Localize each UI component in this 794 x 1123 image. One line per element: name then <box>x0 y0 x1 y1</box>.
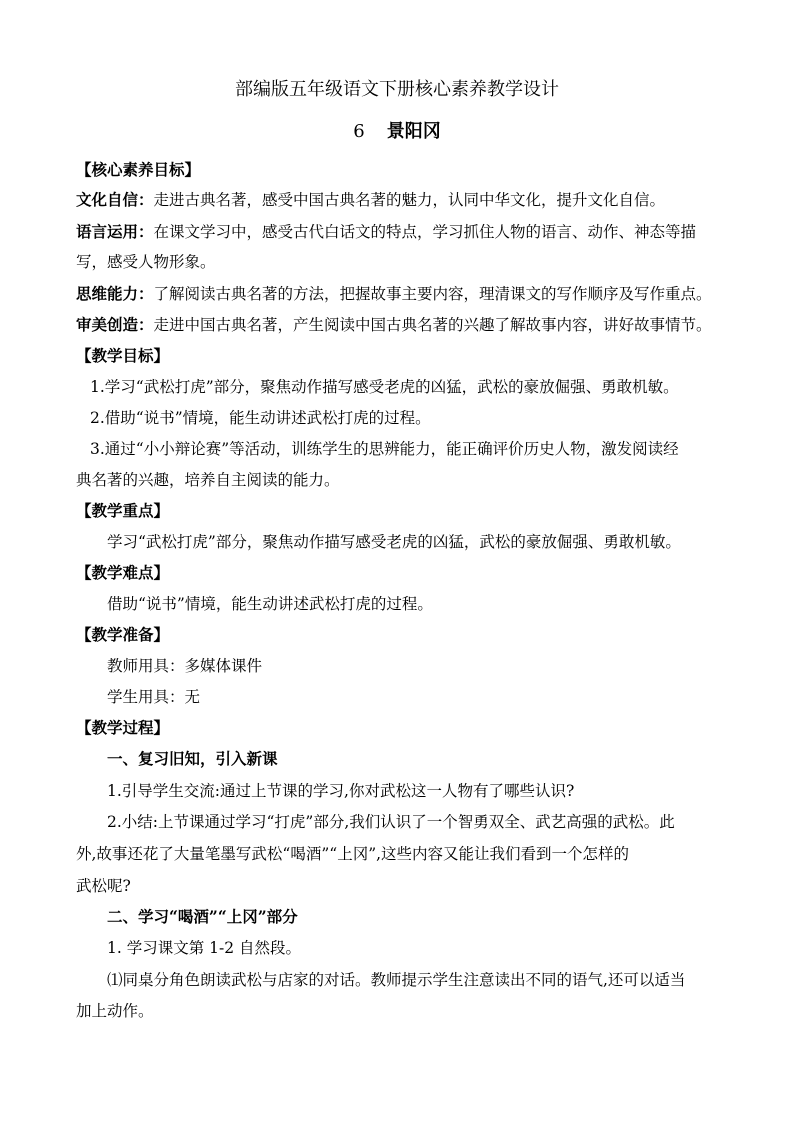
process-heading: 【教学过程】 <box>76 718 170 737</box>
core-goal-language <box>76 222 726 242</box>
teaching-goal-3-cont: 典名著的兴趣，培养自主阅读的能力。 <box>76 471 340 489</box>
teaching-goals-heading: 【教学目标】 <box>76 346 170 365</box>
document-title: 部编版五年级语文下册核心素养教学设计 <box>235 79 559 100</box>
difficult-points-text: 借助“说书”情境，能生动讲述武松打虎的过程。 <box>107 595 433 613</box>
core-goal-aesthetic <box>76 315 726 335</box>
section2-sub1-cont: 加上动作。 <box>76 1002 154 1020</box>
difficult-points-heading: 【教学难点】 <box>76 563 170 582</box>
core-goal-text: 在课文学习中，感受古代白话文的特点，学习抓住人物的语言、动作、神态等描 <box>153 223 697 241</box>
teaching-goal-1: 1.学习“武松打虎”部分，聚焦动作描写感受老虎的凶猛，武松的豪放倔强、勇敢机敏。 <box>90 378 679 396</box>
core-goal-label: 思维能力： <box>76 284 154 303</box>
section1-item2-cont: 外,故事还花了大量笔墨写武松“喝酒”“上冈”,这些内容又能让我们看到一个怎样的 <box>76 845 630 863</box>
lesson-name: 景阳冈 <box>386 121 441 142</box>
teaching-goal-2: 2.借助“说书”情境，能生动讲述武松打虎的过程。 <box>90 409 431 427</box>
preparation-heading: 【教学准备】 <box>76 625 170 644</box>
core-goal-label: 语言运用： <box>76 222 154 241</box>
section2-sub1: ⑴同桌分角色朗读武松与店家的对话。教师提示学生注意读出不同的语气,还可以适当 <box>107 971 686 989</box>
lesson-title <box>0 120 794 144</box>
section1-item2: 2.小结:上节课通过学习“打虎”部分,我们认识了一个智勇双全、武艺高强的武松。此 <box>107 813 675 831</box>
key-points-heading: 【教学重点】 <box>76 501 170 520</box>
preparation-teacher: 教师用具：多媒体课件 <box>107 657 263 675</box>
core-goal-language-cont: 写，感受人物形象。 <box>76 253 216 271</box>
core-goal-label: 审美创造： <box>76 315 154 334</box>
core-goal-culture <box>76 190 726 210</box>
lesson-number: 6 <box>353 121 365 142</box>
core-goal-text: 走进中国古典名著，产生阅读中国古典名著的兴趣了解故事内容，讲好故事情节。 <box>153 316 712 334</box>
section2-item1: 1. 学习课文第 1-2 自然段。 <box>107 939 302 957</box>
core-goal-label: 文化自信： <box>76 190 154 209</box>
section2-heading: 二、学习“喝酒”“上冈”部分 <box>107 907 298 926</box>
section1-heading: 一、复习旧知，引入新课 <box>107 749 278 768</box>
core-goal-text: 了解阅读古典名著的方法，把握故事主要内容，理清课文的写作顺序及写作重点。 <box>153 285 712 303</box>
key-points-text: 学习“武松打虎”部分，聚焦动作描写感受老虎的凶猛，武松的豪放倔强、勇敢机敏。 <box>107 533 681 551</box>
core-goal-thinking <box>76 284 726 304</box>
teaching-goal-3: 3.通过“小小辩论赛”等活动，训练学生的思辨能力，能正确评价历史人物，激发阅读经 <box>90 440 679 458</box>
section1-item1: 1.引导学生交流:通过上节课的学习,你对武松这一人物有了哪些认识? <box>107 782 575 800</box>
core-goals-heading: 【核心素养目标】 <box>76 160 201 179</box>
preparation-student: 学生用具：无 <box>107 688 201 706</box>
section1-item2-end: 武松呢? <box>76 877 131 895</box>
core-goal-text: 走进古典名著，感受中国古典名著的魅力，认同中华文化，提升文化自信。 <box>153 191 666 209</box>
